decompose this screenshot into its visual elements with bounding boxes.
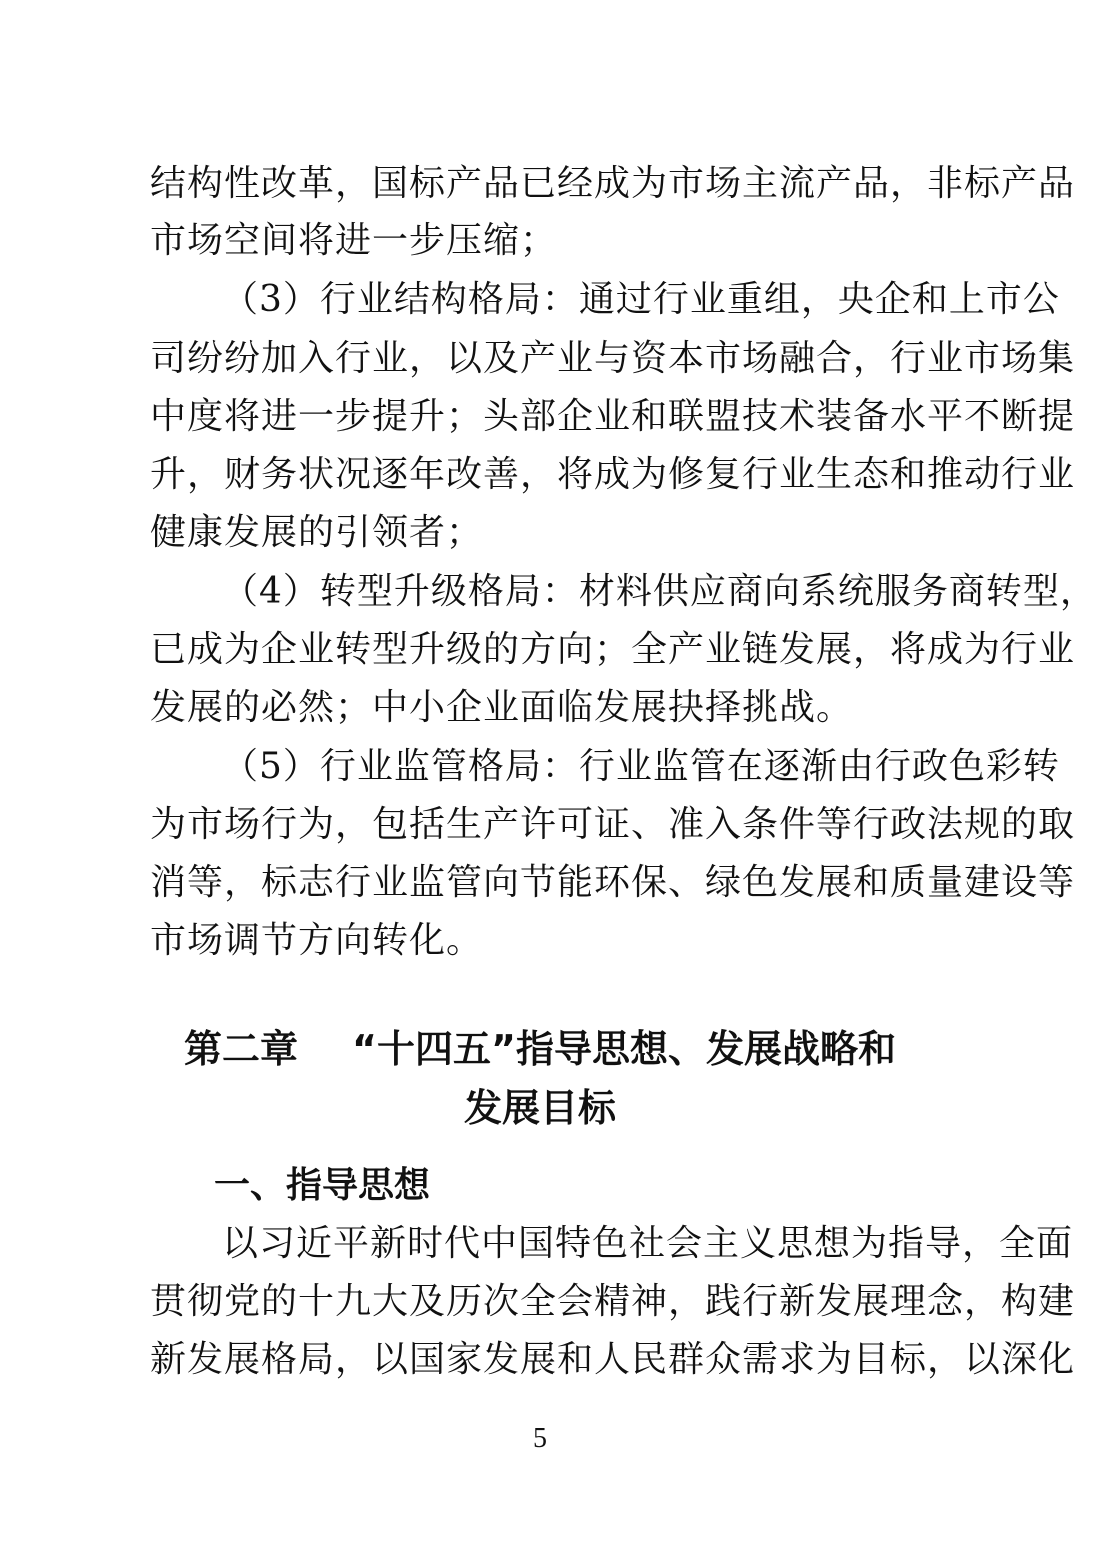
section-paragraph-line: 以习近平新时代中国特色社会主义思想为指导，全面 — [222, 1223, 1074, 1264]
chapter-label: 第二章 — [184, 1027, 299, 1071]
page-number: 5 — [533, 1423, 547, 1454]
list-item-5-line: 消等，标志行业监管向节能环保、绿色发展和质量建设等 — [150, 862, 1076, 903]
paragraph-line: 市场空间将进一步压缩； — [150, 220, 558, 261]
list-item-3-line: （3）行业结构格局：通过行业重组，央企和上市公 — [222, 279, 1060, 320]
list-item-5-line: 市场调节方向转化。 — [150, 920, 484, 961]
chapter-heading — [0, 1024, 1080, 1074]
list-item-4-line: 已成为企业转型升级的方向；全产业链发展，将成为行业 — [150, 629, 1076, 670]
chapter-title-line2: 发展目标 — [463, 1086, 616, 1130]
paragraph-line: 结构性改革，国标产品已经成为市场主流产品，非标产品 — [150, 163, 1076, 204]
list-item-4-line: 发展的必然；中小企业面临发展抉择挑战。 — [150, 687, 854, 728]
list-item-3-line: 健康发展的引领者； — [150, 512, 484, 553]
list-item-3-line: 中度将进一步提升；头部企业和联盟技术装备水平不断提 — [150, 396, 1076, 437]
list-item-5-line: （5）行业监管格局：行业监管在逐渐由行政色彩转 — [222, 746, 1060, 787]
section-paragraph-line: 新发展格局，以国家发展和人民群众需求为目标，以深化 — [150, 1339, 1076, 1380]
list-item-3-line: 升，财务状况逐年改善，将成为修复行业生态和推动行业 — [150, 454, 1076, 495]
list-item-3-line: 司纷纷加入行业，以及产业与资本市场融合，行业市场集 — [150, 338, 1076, 379]
section-heading: 一、指导思想 — [214, 1165, 431, 1206]
chapter-title-line1: “十四五”指导思想、发展战略和 — [352, 1027, 896, 1071]
section-paragraph-line: 贯彻党的十九大及历次全会精神，践行新发展理念，构建 — [150, 1281, 1076, 1322]
list-item-5-line: 为市场行为，包括生产许可证、准入条件等行政法规的取 — [150, 804, 1076, 845]
list-item-4-line: （4）转型升级格局：材料供应商向系统服务商转型， — [222, 571, 1097, 612]
